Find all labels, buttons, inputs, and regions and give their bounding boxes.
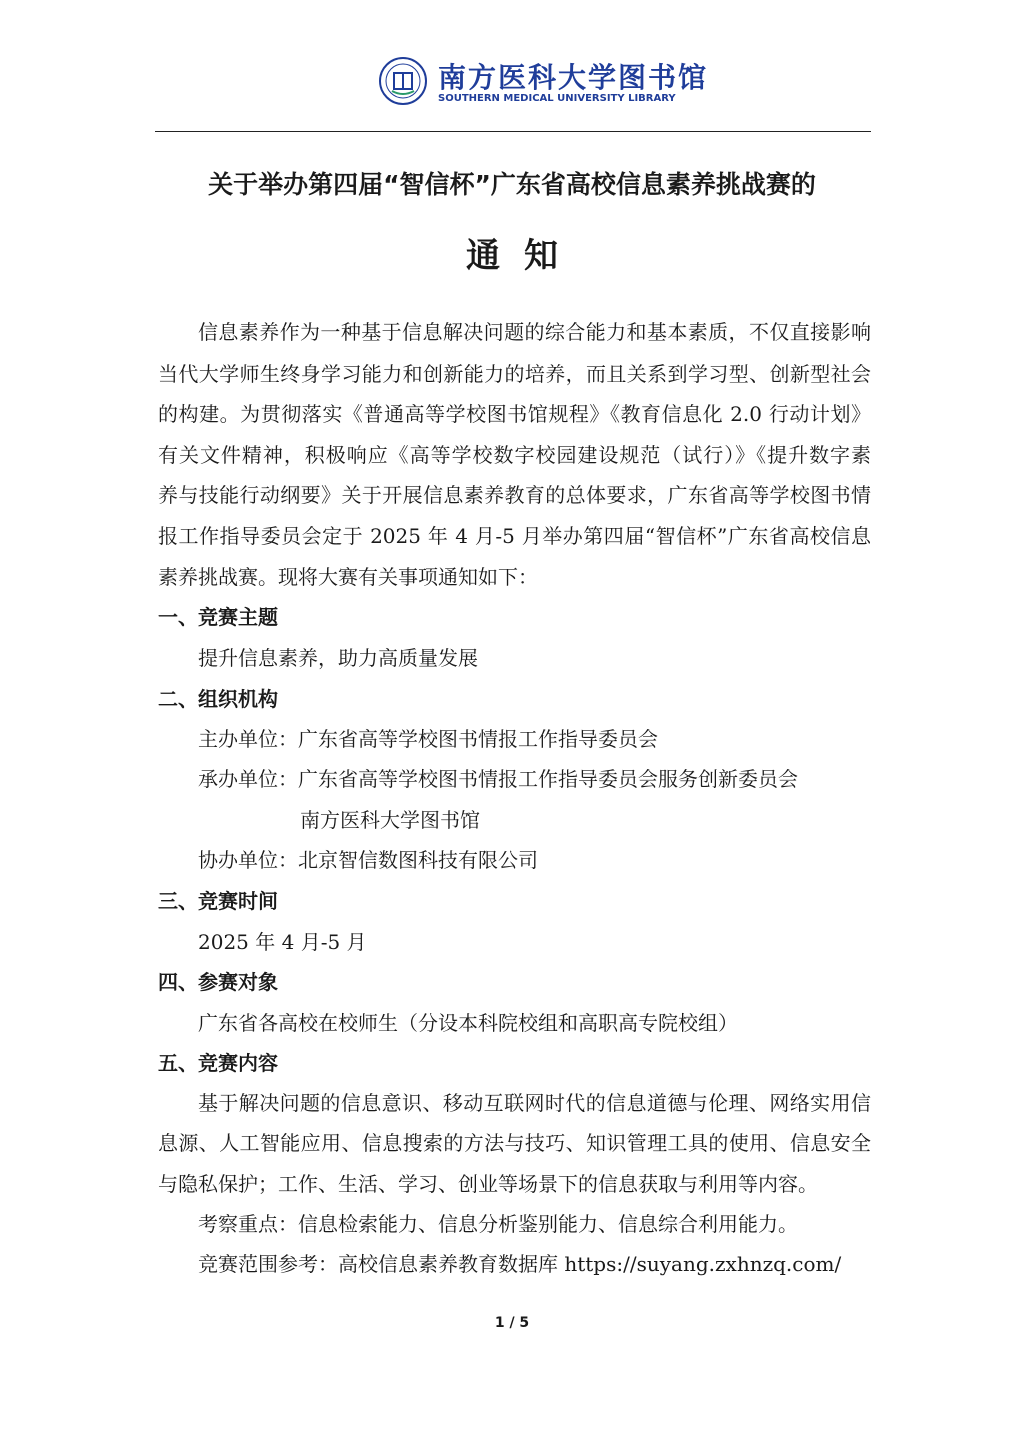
logo-chinese-name: 南方医科大学图书馆 bbox=[438, 61, 709, 94]
intro-line: 素养挑战赛。现将大赛有关事项通知如下： bbox=[158, 565, 538, 589]
exam-focus: 考察重点：信息检索能力、信息分析鉴别能力、信息综合利用能力。 bbox=[198, 1212, 798, 1236]
intro-line: 有关文件精神，积极响应《高等学校数字校园建设规范（试行）》《提升数字素 bbox=[158, 443, 871, 467]
organizer-unit: 承办单位：广东省高等学校图书情报工作指导委员会服务创新委员会 bbox=[198, 767, 798, 791]
section-heading-organization: 二、组织机构 bbox=[158, 687, 278, 711]
content-line: 与隐私保护；工作、生活、学习、创业等场景下的信息获取与利用等内容。 bbox=[158, 1172, 818, 1196]
header-divider bbox=[155, 131, 871, 132]
notice-title-tongzhi: 通知 bbox=[466, 236, 582, 276]
notice-title: 关于举办第四届“智信杯”广东省高校信息素养挑战赛的 bbox=[208, 170, 816, 199]
co-organizer-unit: 协办单位：北京智信数图科技有限公司 bbox=[198, 848, 538, 872]
section-body-theme: 提升信息素养，助力高质量发展 bbox=[198, 646, 478, 670]
section-heading-content: 五、竞赛内容 bbox=[158, 1051, 278, 1075]
intro-line: 的构建。为贯彻落实《普通高等学校图书馆规程》《教育信息化 2.0 行动计划》 bbox=[158, 402, 871, 426]
section-heading-theme: 一、竞赛主题 bbox=[158, 605, 278, 629]
organizer-unit-2: 南方医科大学图书馆 bbox=[300, 808, 480, 832]
section-heading-participants: 四、参赛对象 bbox=[158, 970, 278, 994]
content-line: 基于解决问题的信息意识、移动互联网时代的信息道德与伦理、网络实用信 bbox=[198, 1091, 871, 1115]
intro-line: 报工作指导委员会定于 2025 年 4 月-5 月举办第四届“智信杯”广东省高校信息 bbox=[158, 524, 871, 548]
intro-line: 养与技能行动纲要》关于开展信息素养教育的总体要求，广东省高等学校图书情 bbox=[158, 483, 871, 507]
section-body-participants: 广东省各高校在校师生（分设本科院校组和高职高专院校组） bbox=[198, 1011, 738, 1035]
intro-line: 信息素养作为一种基于信息解决问题的综合能力和基本素质，不仅直接影响 bbox=[198, 320, 871, 344]
section-heading-time: 三、竞赛时间 bbox=[158, 889, 278, 913]
university-seal-icon bbox=[378, 56, 428, 106]
page-number: 1 / 5 bbox=[494, 1315, 530, 1331]
logo-english-name: SOUTHERN MEDICAL UNIVERSITY LIBRARY bbox=[438, 93, 676, 104]
library-logo bbox=[378, 56, 709, 112]
intro-line: 当代大学师生终身学习能力和创新能力的培养，而且关系到学习型、创新型社会 bbox=[158, 362, 871, 386]
content-line: 息源、人工智能应用、信息搜索的方法与技巧、知识管理工具的使用、信息安全 bbox=[158, 1131, 871, 1155]
section-body-time: 2025 年 4 月-5 月 bbox=[198, 930, 367, 954]
exam-scope: 竞赛范围参考：高校信息素养教育数据库 https://suyang.zxhnzq.com/ bbox=[198, 1252, 842, 1276]
host-unit: 主办单位：广东省高等学校图书情报工作指导委员会 bbox=[198, 727, 658, 751]
